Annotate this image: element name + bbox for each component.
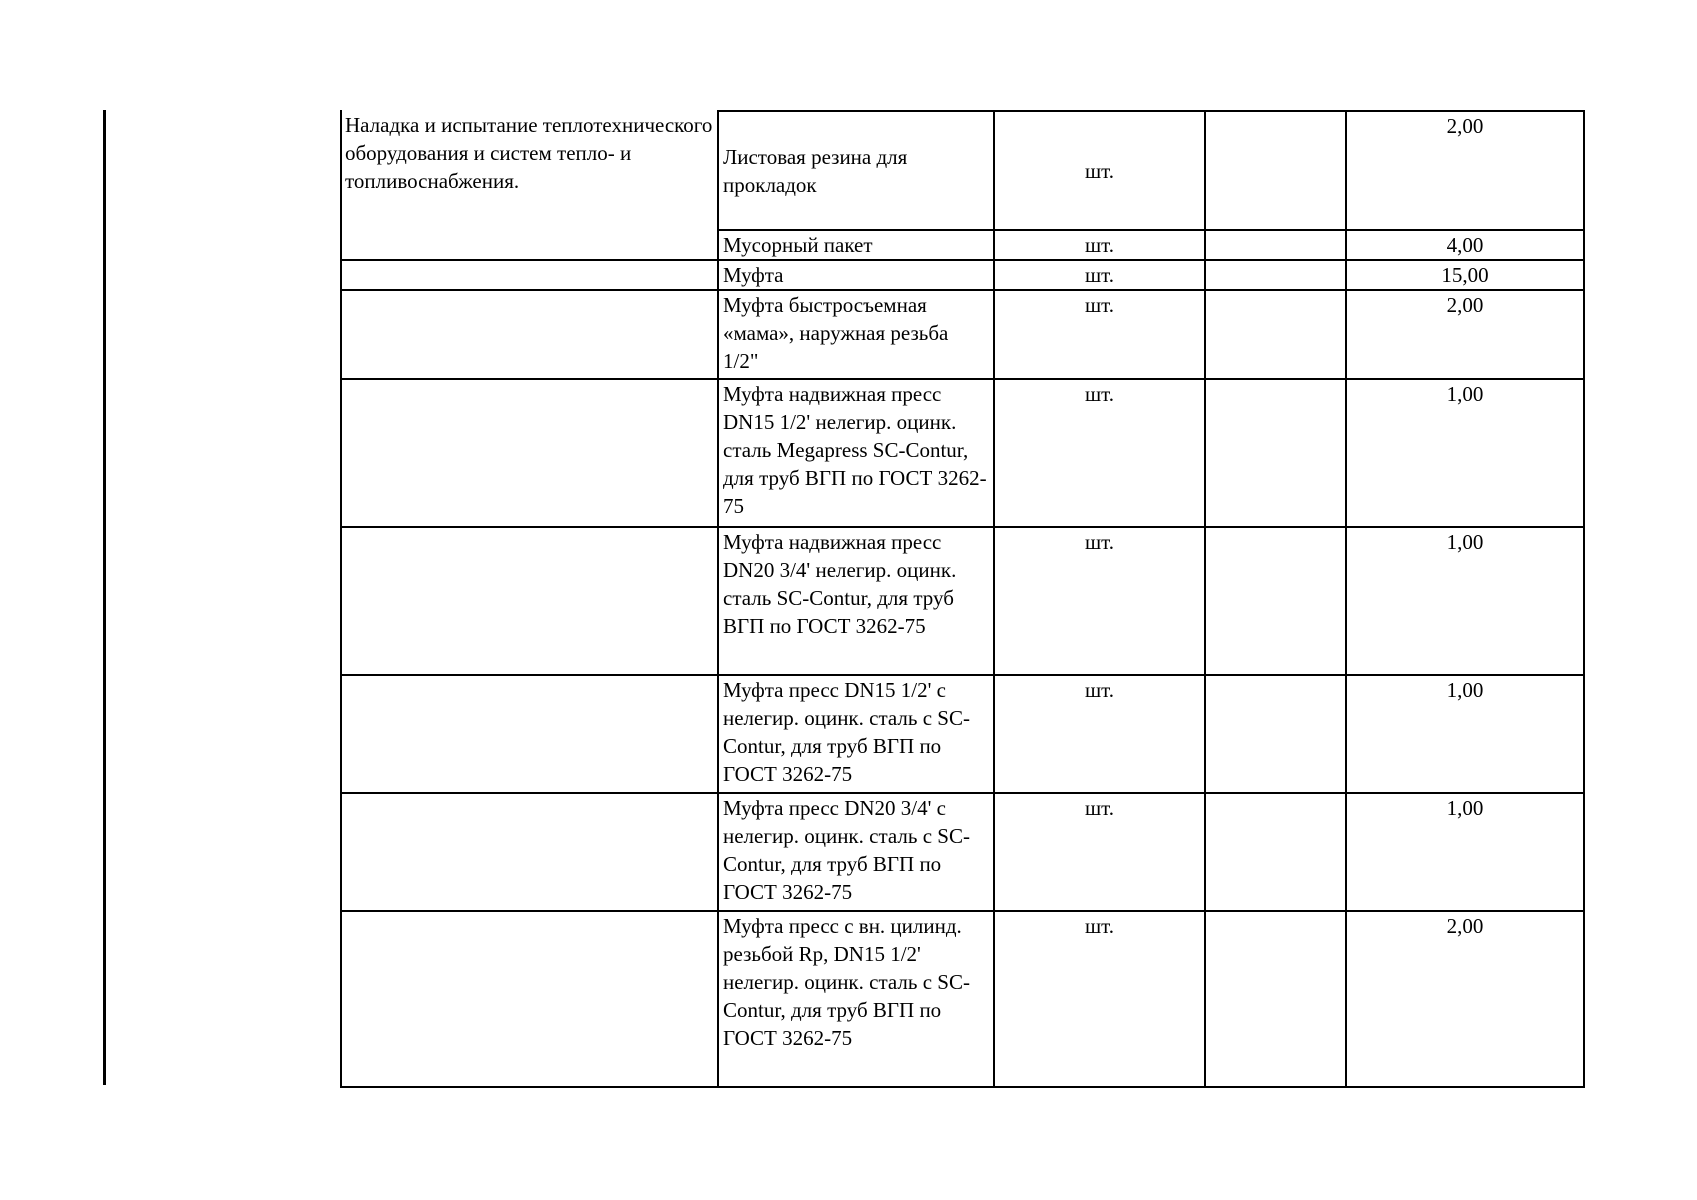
unit-cell bbox=[994, 290, 1205, 379]
material-name: Листовая резина для прокладок bbox=[723, 144, 908, 197]
material-name: Муфта пресс DN15 1/2' с нелегир. оцинк. сталь с SC-Contur, для труб ВГП по ГОСТ 3262-75 bbox=[723, 678, 970, 786]
material-name-cell bbox=[718, 379, 994, 527]
table-row bbox=[341, 675, 1584, 793]
unit-cell bbox=[994, 675, 1205, 793]
unit: шт. bbox=[1084, 382, 1115, 406]
work-cell bbox=[341, 911, 718, 1087]
unit-cell bbox=[994, 911, 1205, 1087]
quantity: 1,00 bbox=[1446, 678, 1484, 702]
unit-cell bbox=[994, 230, 1205, 260]
table-row bbox=[341, 260, 1584, 290]
quantity: 1,00 bbox=[1446, 796, 1484, 820]
page-margin-rule bbox=[103, 110, 106, 1085]
unit-cell bbox=[994, 793, 1205, 911]
unit-cell bbox=[994, 111, 1205, 230]
quantity-cell bbox=[1346, 675, 1584, 793]
empty-cell bbox=[1205, 675, 1346, 793]
unit-cell bbox=[994, 527, 1205, 675]
unit: шт. bbox=[1084, 678, 1115, 702]
table-row bbox=[341, 911, 1584, 1087]
quantity-cell bbox=[1346, 260, 1584, 290]
table-row bbox=[341, 111, 1584, 230]
unit: шт. bbox=[1084, 233, 1115, 257]
unit: шт. bbox=[1084, 263, 1115, 287]
material-name-cell bbox=[718, 111, 994, 230]
unit: шт. bbox=[1084, 158, 1115, 183]
table-row bbox=[341, 527, 1584, 675]
work-cell bbox=[341, 260, 718, 290]
quantity: 15,00 bbox=[1441, 263, 1489, 287]
empty-cell bbox=[1205, 111, 1346, 230]
unit: шт. bbox=[1084, 293, 1115, 317]
quantity-cell bbox=[1346, 379, 1584, 527]
unit: шт. bbox=[1084, 796, 1115, 820]
quantity: 2,00 bbox=[1446, 914, 1484, 938]
empty-cell bbox=[1205, 260, 1346, 290]
work-cell bbox=[341, 675, 718, 793]
material-name: Муфта пресс DN20 3/4' с нелегир. оцинк. сталь с SC-Contur, для труб ВГП по ГОСТ 3262-75 bbox=[723, 796, 970, 904]
empty-cell bbox=[1205, 230, 1346, 260]
work-cell bbox=[341, 527, 718, 675]
quantity: 1,00 bbox=[1446, 530, 1484, 554]
material-name-cell bbox=[718, 675, 994, 793]
table-row bbox=[341, 379, 1584, 527]
unit-cell bbox=[994, 260, 1205, 290]
work-description-cell bbox=[341, 111, 718, 260]
quantity: 2,00 bbox=[1446, 114, 1484, 138]
quantity: 1,00 bbox=[1446, 382, 1484, 406]
work-cell bbox=[341, 793, 718, 911]
quantity-cell bbox=[1346, 111, 1584, 230]
material-name-cell bbox=[718, 793, 994, 911]
empty-cell bbox=[1205, 527, 1346, 675]
unit-cell bbox=[994, 379, 1205, 527]
material-name-cell bbox=[718, 911, 994, 1087]
empty-cell bbox=[1205, 793, 1346, 911]
material-name: Муфта надвижная пресс DN15 1/2' нелегир. оцинк. сталь Megapress SC-Contur, для труб ВГП по ГОСТ 3262-75 bbox=[723, 382, 987, 518]
material-name: Муфта быстросъемная «мама», наружная резьба 1/2" bbox=[723, 293, 949, 373]
unit: шт. bbox=[1084, 530, 1115, 554]
quantity: 4,00 bbox=[1446, 233, 1484, 257]
material-name-cell bbox=[718, 260, 994, 290]
quantity: 2,00 bbox=[1446, 293, 1484, 317]
empty-cell bbox=[1205, 290, 1346, 379]
work-cell bbox=[341, 379, 718, 527]
quantity-cell bbox=[1346, 793, 1584, 911]
table-row bbox=[341, 290, 1584, 379]
work-description: Наладка и испытание теплотехнического оборудования и систем тепло- и топливоснабжения. bbox=[345, 113, 713, 193]
material-name: Мусорный пакет bbox=[723, 233, 873, 257]
quantity-cell bbox=[1346, 911, 1584, 1087]
unit: шт. bbox=[1084, 914, 1115, 938]
material-name: Муфта надвижная пресс DN20 3/4' нелегир. оцинк. сталь SC-Contur, для труб ВГП по ГОСТ 3262-75 bbox=[723, 530, 957, 638]
empty-cell bbox=[1205, 379, 1346, 527]
quantity-cell bbox=[1346, 230, 1584, 260]
work-cell bbox=[341, 290, 718, 379]
material-name-cell bbox=[718, 290, 994, 379]
material-name: Муфта bbox=[723, 263, 784, 287]
material-name-cell bbox=[718, 230, 994, 260]
empty-cell bbox=[1205, 911, 1346, 1087]
material-name: Муфта пресс с вн. цилинд. резьбой Rp, DN15 1/2' нелегир. оцинк. сталь с SC-Contur, для труб ВГП по ГОСТ 3262-75 bbox=[723, 914, 970, 1050]
materials-table bbox=[340, 110, 1585, 1088]
material-name-cell bbox=[718, 527, 994, 675]
quantity-cell bbox=[1346, 527, 1584, 675]
table-row bbox=[341, 793, 1584, 911]
quantity-cell bbox=[1346, 290, 1584, 379]
